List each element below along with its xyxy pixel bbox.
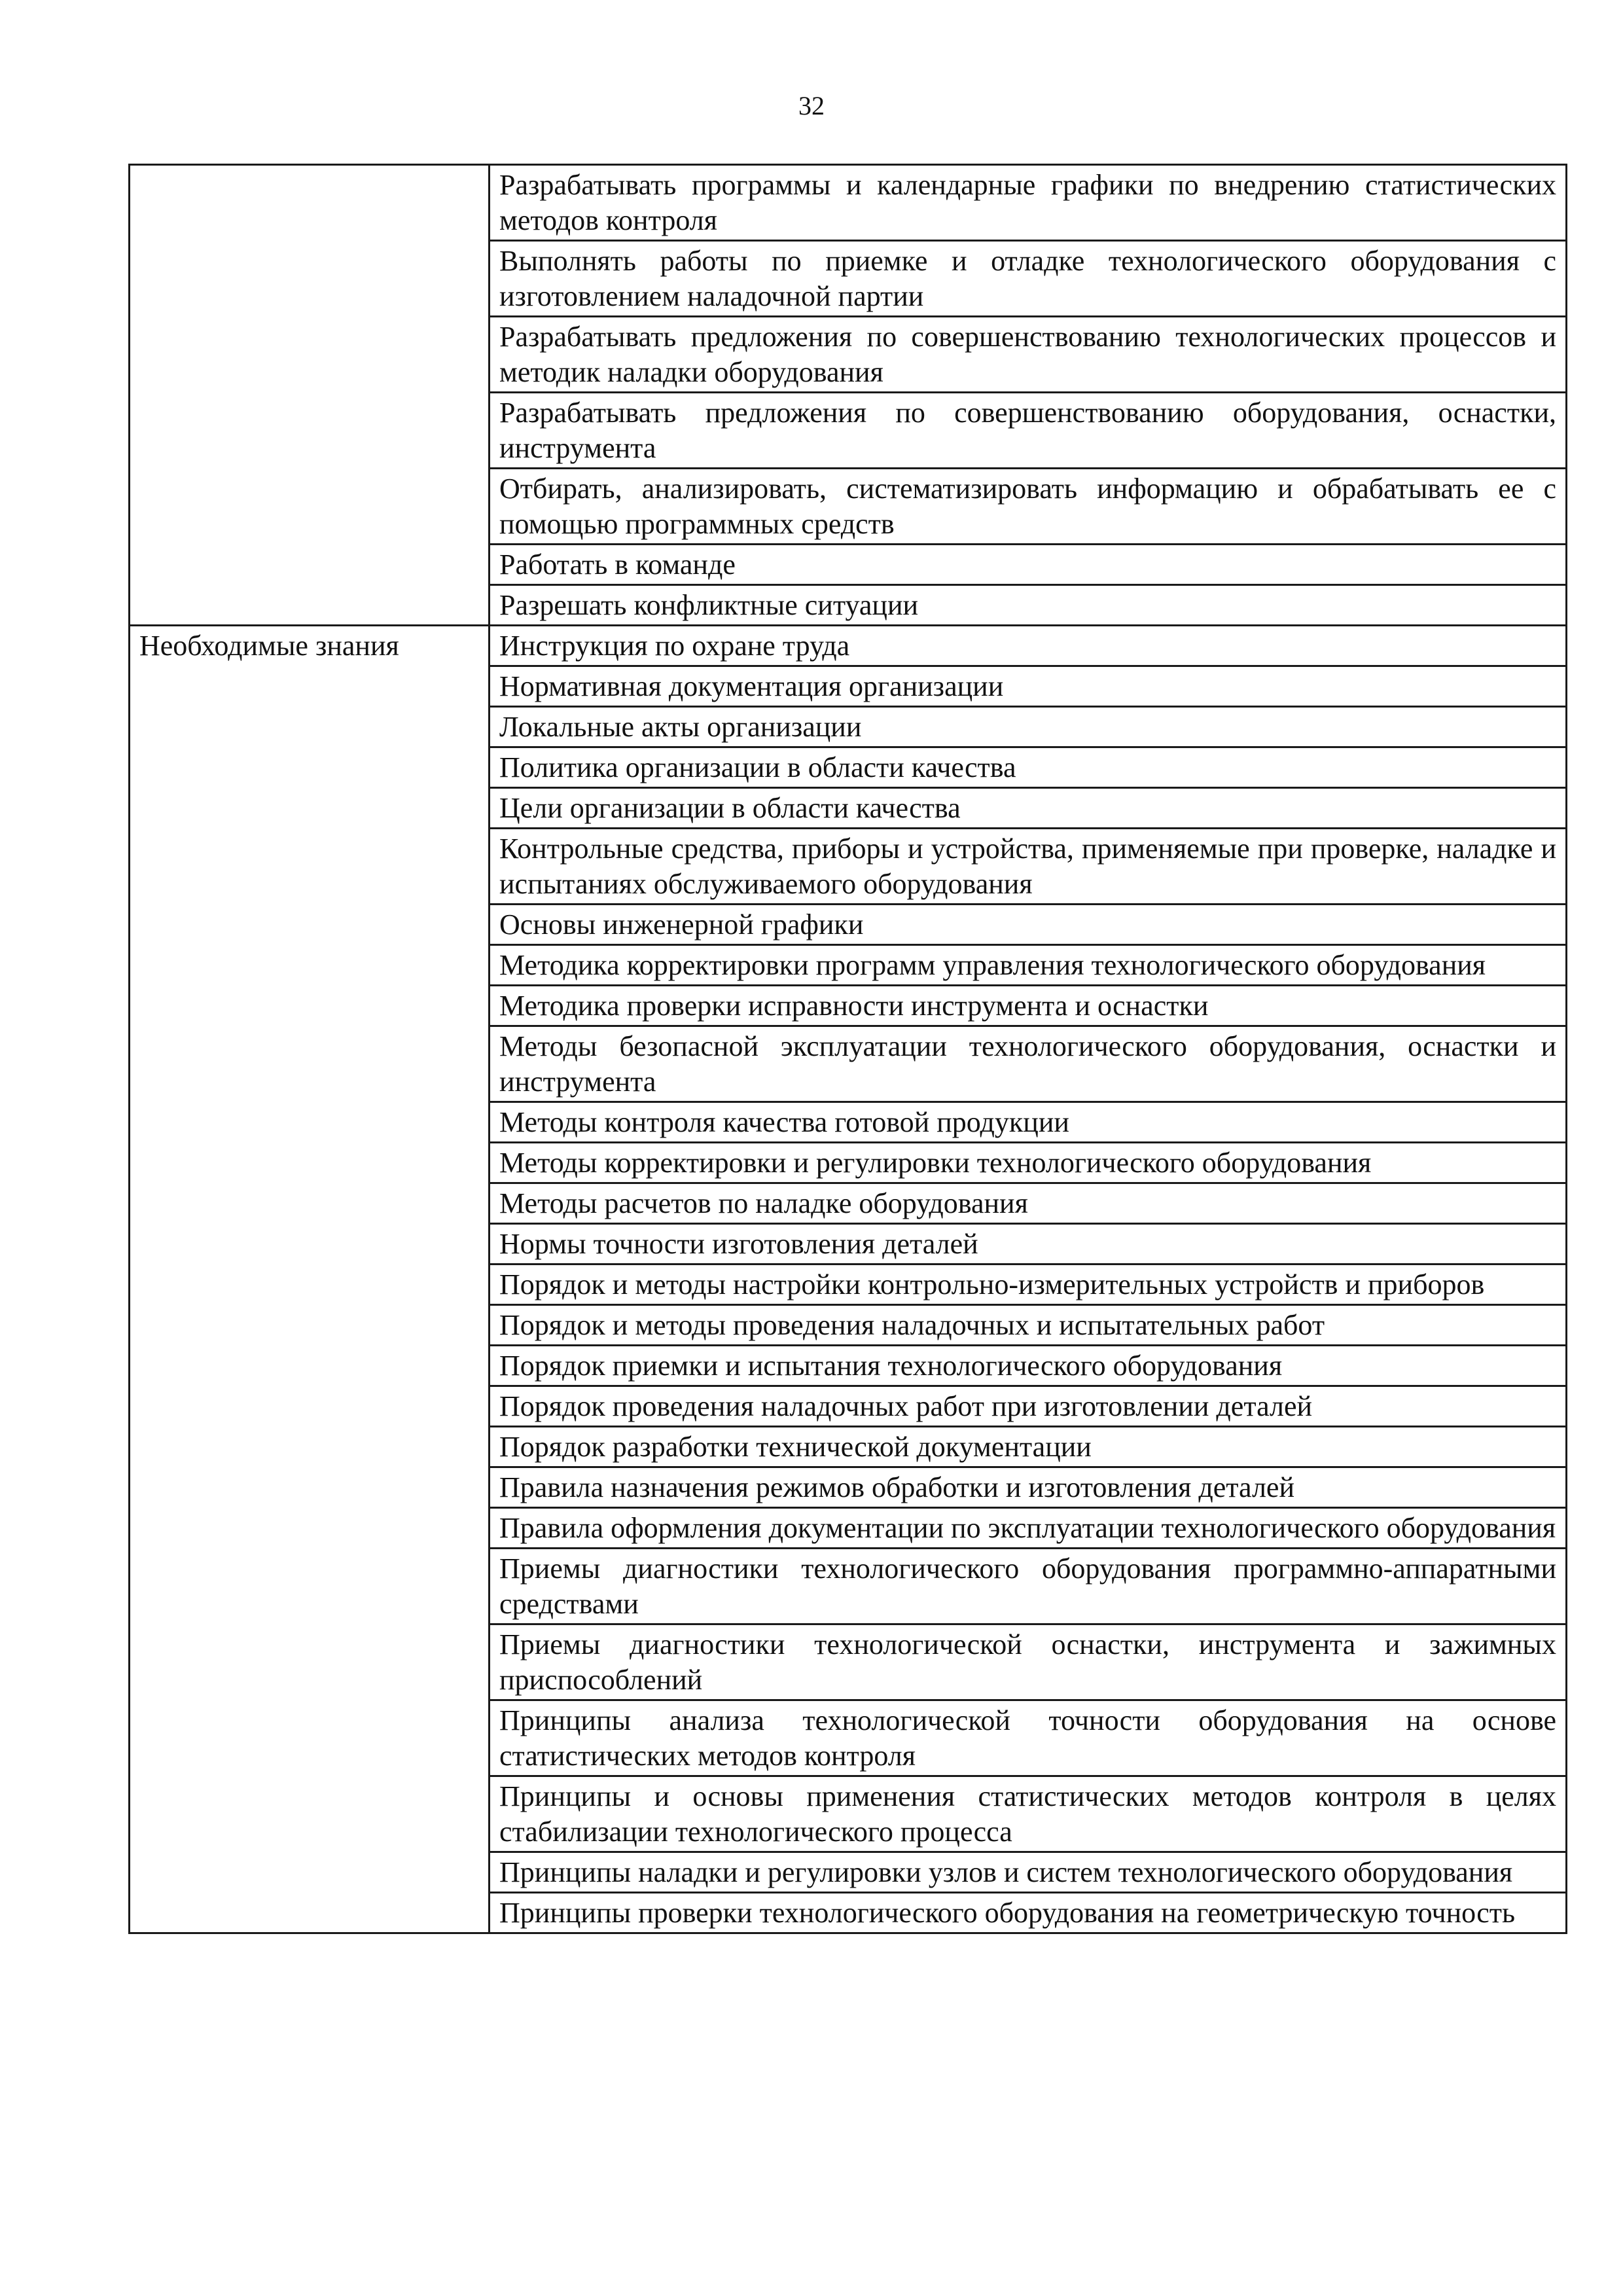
requirement-item: Выполнять работы по приемке и отладке технологического оборудования с изготовлением наладочной партии <box>490 241 1567 317</box>
requirement-item: Основы инженерной графики <box>490 905 1567 945</box>
requirement-item: Принципы наладки и регулировки узлов и систем технологического оборудования <box>490 1852 1567 1893</box>
requirement-item: Работать в команде <box>490 545 1567 585</box>
requirement-item: Порядок и методы проведения наладочных и испытательных работ <box>490 1305 1567 1346</box>
requirement-item: Методы расчетов по наладке оборудования <box>490 1183 1567 1224</box>
requirement-item: Методы контроля качества готовой продукции <box>490 1102 1567 1143</box>
requirement-item: Разрешать конфликтные ситуации <box>490 585 1567 626</box>
table-row <box>130 165 1567 241</box>
requirement-item: Методика проверки исправности инструмента и оснастки <box>490 986 1567 1026</box>
requirement-item: Порядок приемки и испытания технологического оборудования <box>490 1346 1567 1386</box>
requirement-item: Порядок проведения наладочных работ при изготовлении деталей <box>490 1386 1567 1427</box>
requirement-item: Нормы точности изготовления деталей <box>490 1224 1567 1265</box>
requirement-item: Разрабатывать предложения по совершенствованию оборудования, оснастки, инструмента <box>490 393 1567 469</box>
requirement-item: Методы корректировки и регулировки технологического оборудования <box>490 1143 1567 1183</box>
requirement-item: Контрольные средства, приборы и устройства, применяемые при проверке, наладке и испытаниях обслуживаемого оборудования <box>490 829 1567 905</box>
requirement-item: Приемы диагностики технологической оснастки, инструмента и зажимных приспособлений <box>490 1624 1567 1700</box>
requirement-item: Принципы проверки технологического оборудования на геометрическую точность <box>490 1893 1567 1933</box>
requirement-item: Правила оформления документации по эксплуатации технологического оборудования <box>490 1508 1567 1549</box>
requirement-item: Нормативная документация организации <box>490 666 1567 707</box>
category-cell <box>130 165 490 626</box>
requirement-item: Приемы диагностики технологического оборудования программно-аппаратными средствами <box>490 1549 1567 1624</box>
requirement-item: Порядок и методы настройки контрольно-измерительных устройств и приборов <box>490 1265 1567 1305</box>
category-cell: Необходимые знания <box>130 626 490 1933</box>
requirement-item: Инструкция по охране труда <box>490 626 1567 666</box>
requirement-item: Политика организации в области качества <box>490 747 1567 788</box>
requirement-item: Принципы анализа технологической точности оборудования на основе статистических методов контроля <box>490 1700 1567 1776</box>
page-number: 32 <box>798 91 825 120</box>
requirement-item: Методика корректировки программ управления технологического оборудования <box>490 945 1567 986</box>
requirement-item: Отбирать, анализировать, систематизировать информацию и обрабатывать ее с помощью программных средств <box>490 469 1567 545</box>
requirement-item: Цели организации в области качества <box>490 788 1567 829</box>
requirement-item: Принципы и основы применения статистических методов контроля в целях стабилизации технологического процесса <box>490 1776 1567 1852</box>
requirement-item: Порядок разработки технической документации <box>490 1427 1567 1467</box>
requirement-item: Методы безопасной эксплуатации технологического оборудования, оснастки и инструмента <box>490 1026 1567 1102</box>
requirement-item: Разрабатывать предложения по совершенствованию технологических процессов и методик наладки оборудования <box>490 317 1567 393</box>
competency-table-body <box>130 165 1567 1933</box>
requirement-item: Разрабатывать программы и календарные графики по внедрению статистических методов контроля <box>490 165 1567 241</box>
table-row <box>130 626 1567 666</box>
requirement-item: Локальные акты организации <box>490 707 1567 747</box>
requirement-item: Правила назначения режимов обработки и изготовления деталей <box>490 1467 1567 1508</box>
competency-table <box>128 164 1567 1934</box>
